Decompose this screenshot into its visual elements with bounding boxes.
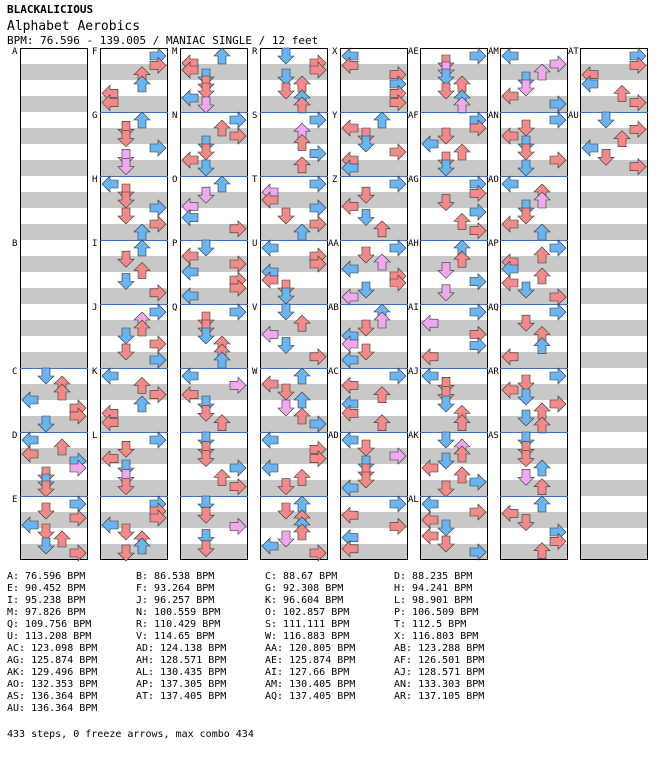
bpm-entry: AK: 129.496 BPM (7, 667, 98, 678)
step-arrow-right (550, 240, 566, 256)
measure-label: N (172, 111, 178, 121)
measure-label: AP (488, 239, 499, 249)
step-arrow-right (470, 304, 486, 320)
step-arrow-left (102, 176, 118, 192)
step-arrow-down (358, 210, 374, 226)
step-arrow-right (550, 112, 566, 128)
step-arrow-down (278, 304, 294, 320)
measure-label: M (172, 47, 178, 57)
step-arrow-right (230, 112, 246, 128)
step-arrow-right (310, 146, 326, 162)
measure-label: U (252, 239, 258, 249)
bpm-entry: K: 96.604 BPM (265, 595, 344, 606)
step-arrow-right (390, 144, 406, 160)
beat-stripe (580, 512, 648, 528)
beat-stripe (260, 96, 328, 112)
chart-column (176, 44, 252, 564)
step-arrow-down (438, 432, 454, 448)
step-arrow-right (150, 336, 166, 352)
beat-stripe (100, 160, 168, 176)
measure-label: Q (172, 303, 178, 313)
beat-stripe (20, 192, 88, 208)
bpm-entry: AU: 136.364 BPM (7, 703, 98, 714)
beat-stripe (20, 64, 88, 80)
measure-label: D (12, 431, 18, 441)
step-arrow-right (550, 368, 566, 384)
beat-stripe (500, 480, 568, 496)
step-arrow-left (182, 368, 198, 384)
bpm-entry: C: 88.67 BPM (265, 571, 338, 582)
chart-column (416, 44, 492, 564)
step-arrow-right (230, 304, 246, 320)
bpm-entry: AI: 127.66 BPM (265, 667, 350, 678)
beat-stripe (580, 448, 648, 464)
chart-column (336, 44, 412, 564)
measure-label: W (252, 367, 258, 377)
measure-label: R (252, 47, 258, 57)
bpm-entry: AL: 130.435 BPM (136, 667, 227, 678)
step-arrow-down (118, 274, 134, 290)
step-arrow-left (422, 528, 438, 544)
step-arrow-up (214, 176, 230, 192)
step-arrow-left (502, 176, 518, 192)
measure-label: E (12, 495, 18, 505)
step-arrow-up (294, 368, 310, 384)
beat-stripe (340, 224, 408, 240)
step-arrow-up (534, 496, 550, 512)
bpm-entry: AO: 132.353 BPM (7, 679, 98, 690)
beat-stripe (580, 416, 648, 432)
measure-label: G (92, 111, 98, 121)
song-artist: BLACKALICIOUS (7, 3, 94, 16)
measure-label: L (92, 431, 98, 441)
measure-label: AG (408, 175, 419, 185)
chart-column (16, 44, 92, 564)
beat-stripe (420, 384, 488, 400)
measure-label: C (12, 367, 18, 377)
beat-stripe (420, 64, 488, 80)
chart-column (496, 44, 572, 564)
measure-label: AN (488, 111, 499, 121)
measure-label: AL (408, 495, 419, 505)
measure-label: AO (488, 175, 499, 185)
beat-stripe (420, 96, 488, 112)
bpm-entry: M: 97.826 BPM (7, 607, 86, 618)
measure-label: AT (568, 47, 579, 57)
bpm-entry: L: 98.901 BPM (394, 595, 473, 606)
bpm-entry: S: 111.111 BPM (265, 619, 350, 630)
step-arrow-left (422, 496, 438, 512)
beat-stripe (180, 416, 248, 432)
bpm-entry: V: 114.65 BPM (136, 631, 215, 642)
beat-stripe (500, 320, 568, 336)
measure-label: AA (328, 239, 339, 249)
measure-label: X (332, 47, 338, 57)
bpm-entry: E: 90.452 BPM (7, 583, 86, 594)
chart-column (256, 44, 332, 564)
step-arrow-left (182, 210, 198, 226)
measure-label: AE (408, 47, 419, 57)
step-arrow-down (278, 338, 294, 354)
bpm-entry: X: 116.803 BPM (394, 631, 479, 642)
bpm-entry: AF: 126.501 BPM (394, 655, 485, 666)
step-summary: 433 steps, 0 freeze arrows, max combo 434 (7, 729, 254, 740)
chart-info: BPM: 76.596 - 139.005 / MANIAC SINGLE / 12 feet (7, 34, 319, 47)
measure-label: AC (328, 367, 339, 377)
bpm-entry: H: 94.241 BPM (394, 583, 473, 594)
bpm-entry: AH: 128.571 BPM (136, 655, 227, 666)
step-arrow-left (342, 432, 358, 448)
step-arrow-up (374, 112, 390, 128)
bpm-entry: D: 88.235 BPM (394, 571, 473, 582)
beat-stripe (260, 128, 328, 144)
bpm-entry: AD: 124.138 BPM (136, 643, 227, 654)
beat-stripe (580, 480, 648, 496)
bpm-entry: AN: 133.303 BPM (394, 679, 485, 690)
bpm-entry: O: 102.857 BPM (265, 607, 350, 618)
measure-label: AI (408, 303, 419, 313)
measure-label: B (12, 239, 18, 249)
bpm-entry: T: 112.5 BPM (394, 619, 467, 630)
beat-stripe (20, 256, 88, 272)
beat-stripe (420, 256, 488, 272)
beat-stripe (260, 480, 328, 496)
beat-stripe (20, 320, 88, 336)
measure-label: AJ (408, 367, 419, 377)
step-arrow-right (550, 304, 566, 320)
step-arrow-down (598, 112, 614, 128)
beat-stripe (20, 96, 88, 112)
beat-stripe (420, 416, 488, 432)
measure-label: Z (332, 175, 338, 185)
beat-stripe (500, 448, 568, 464)
step-arrow-right (390, 240, 406, 256)
beat-stripe (580, 224, 648, 240)
step-arrow-up (134, 112, 150, 128)
bpm-entry: A: 76.596 BPM (7, 571, 86, 582)
bpm-entry: AS: 136.364 BPM (7, 691, 98, 702)
step-arrow-down (278, 400, 294, 416)
bpm-entry: W: 116.883 BPM (265, 631, 350, 642)
bpm-entry: F: 93.264 BPM (136, 583, 215, 594)
step-arrow-right (470, 48, 486, 64)
step-arrow-right (390, 496, 406, 512)
measure-label: F (92, 47, 98, 57)
beat-stripe (580, 288, 648, 304)
step-arrow-right (310, 112, 326, 128)
step-arrow-up (534, 338, 550, 354)
bpm-entry: AC: 123.098 BPM (7, 643, 98, 654)
step-arrow-up (214, 48, 230, 64)
step-arrow-left (502, 48, 518, 64)
step-arrow-up (134, 240, 150, 256)
measure-label: AD (328, 431, 339, 441)
measure-label: P (172, 239, 178, 249)
beat-stripe (100, 256, 168, 272)
measure-label: A (12, 47, 18, 57)
measure-label: AR (488, 367, 499, 377)
bpm-entry: AP: 137.305 BPM (136, 679, 227, 690)
measure-label: O (172, 175, 178, 185)
step-arrow-right (390, 368, 406, 384)
step-arrow-left (422, 368, 438, 384)
bpm-entry: J: 96.257 BPM (136, 595, 215, 606)
step-arrow-down (278, 48, 294, 64)
bpm-entry: AB: 123.288 BPM (394, 643, 485, 654)
bpm-entry: AJ: 128.571 BPM (394, 667, 485, 678)
step-arrow-up (454, 144, 470, 160)
measure-label: I (92, 239, 98, 249)
measure-label: AH (408, 239, 419, 249)
measure-label: AM (488, 47, 499, 57)
step-arrow-down (38, 368, 54, 384)
measure-label: V (252, 303, 258, 313)
bpm-entry: AR: 137.105 BPM (394, 691, 485, 702)
measure-label: AB (328, 303, 339, 313)
beat-stripe (20, 160, 88, 176)
step-arrow-right (390, 176, 406, 192)
step-arrow-right (150, 304, 166, 320)
bpm-entry: U: 113.208 BPM (7, 631, 92, 642)
measure-label: J (92, 303, 98, 313)
bpm-entry: AT: 137.405 BPM (136, 691, 227, 702)
step-arrow-left (102, 368, 118, 384)
bpm-entry: B: 86.538 BPM (136, 571, 215, 582)
bpm-entry: R: 110.429 BPM (136, 619, 221, 630)
bpm-entry: P: 106.509 BPM (394, 607, 479, 618)
measure-label: Y (332, 111, 338, 121)
measure-label: H (92, 175, 98, 185)
bpm-entry: AA: 120.805 BPM (265, 643, 356, 654)
measure-label: AQ (488, 303, 499, 313)
beat-stripe (260, 160, 328, 176)
bpm-entry: AE: 125.874 BPM (265, 655, 356, 666)
measure-label: AK (408, 431, 419, 441)
bpm-entry: AG: 125.874 BPM (7, 655, 98, 666)
beat-stripe (420, 288, 488, 304)
beat-stripe (580, 352, 648, 368)
step-arrow-right (470, 274, 486, 290)
beat-stripe (100, 544, 168, 560)
bpm-entry: AM: 130.405 BPM (265, 679, 356, 690)
beat-stripe (580, 192, 648, 208)
step-arrow-left (262, 240, 278, 256)
measure-label: S (252, 111, 258, 121)
chart-column (96, 44, 172, 564)
measure-label: AU (568, 111, 579, 121)
bpm-entry: N: 100.559 BPM (136, 607, 221, 618)
step-arrow-right (150, 432, 166, 448)
beat-stripe (180, 544, 248, 560)
step-arrow-down (198, 240, 214, 256)
chart-column (576, 44, 652, 564)
beat-stripe (260, 512, 328, 528)
song-title: Alphabet Aerobics (7, 19, 141, 34)
step-arrow-right (470, 338, 486, 354)
beat-stripe (580, 384, 648, 400)
measure-label: T (252, 175, 258, 185)
beat-stripe (100, 480, 168, 496)
step-arrow-down (118, 208, 134, 224)
measure-label: K (92, 367, 98, 377)
bpm-entry: AQ: 137.405 BPM (265, 691, 356, 702)
bpm-entry: Q: 109.756 BPM (7, 619, 92, 630)
beat-stripe (20, 224, 88, 240)
measure-label: AS (488, 431, 499, 441)
beat-stripe (20, 288, 88, 304)
bpm-entry: G: 92.308 BPM (265, 583, 344, 594)
bpm-entry: I: 95.238 BPM (7, 595, 86, 606)
beat-stripe (20, 128, 88, 144)
measure-label: AF (408, 111, 419, 121)
beat-stripe (580, 544, 648, 560)
beat-stripe (580, 256, 648, 272)
step-arrow-down (278, 208, 294, 224)
step-arrow-right (310, 176, 326, 192)
beat-stripe (20, 352, 88, 368)
beat-stripe (580, 320, 648, 336)
step-arrow-left (262, 432, 278, 448)
